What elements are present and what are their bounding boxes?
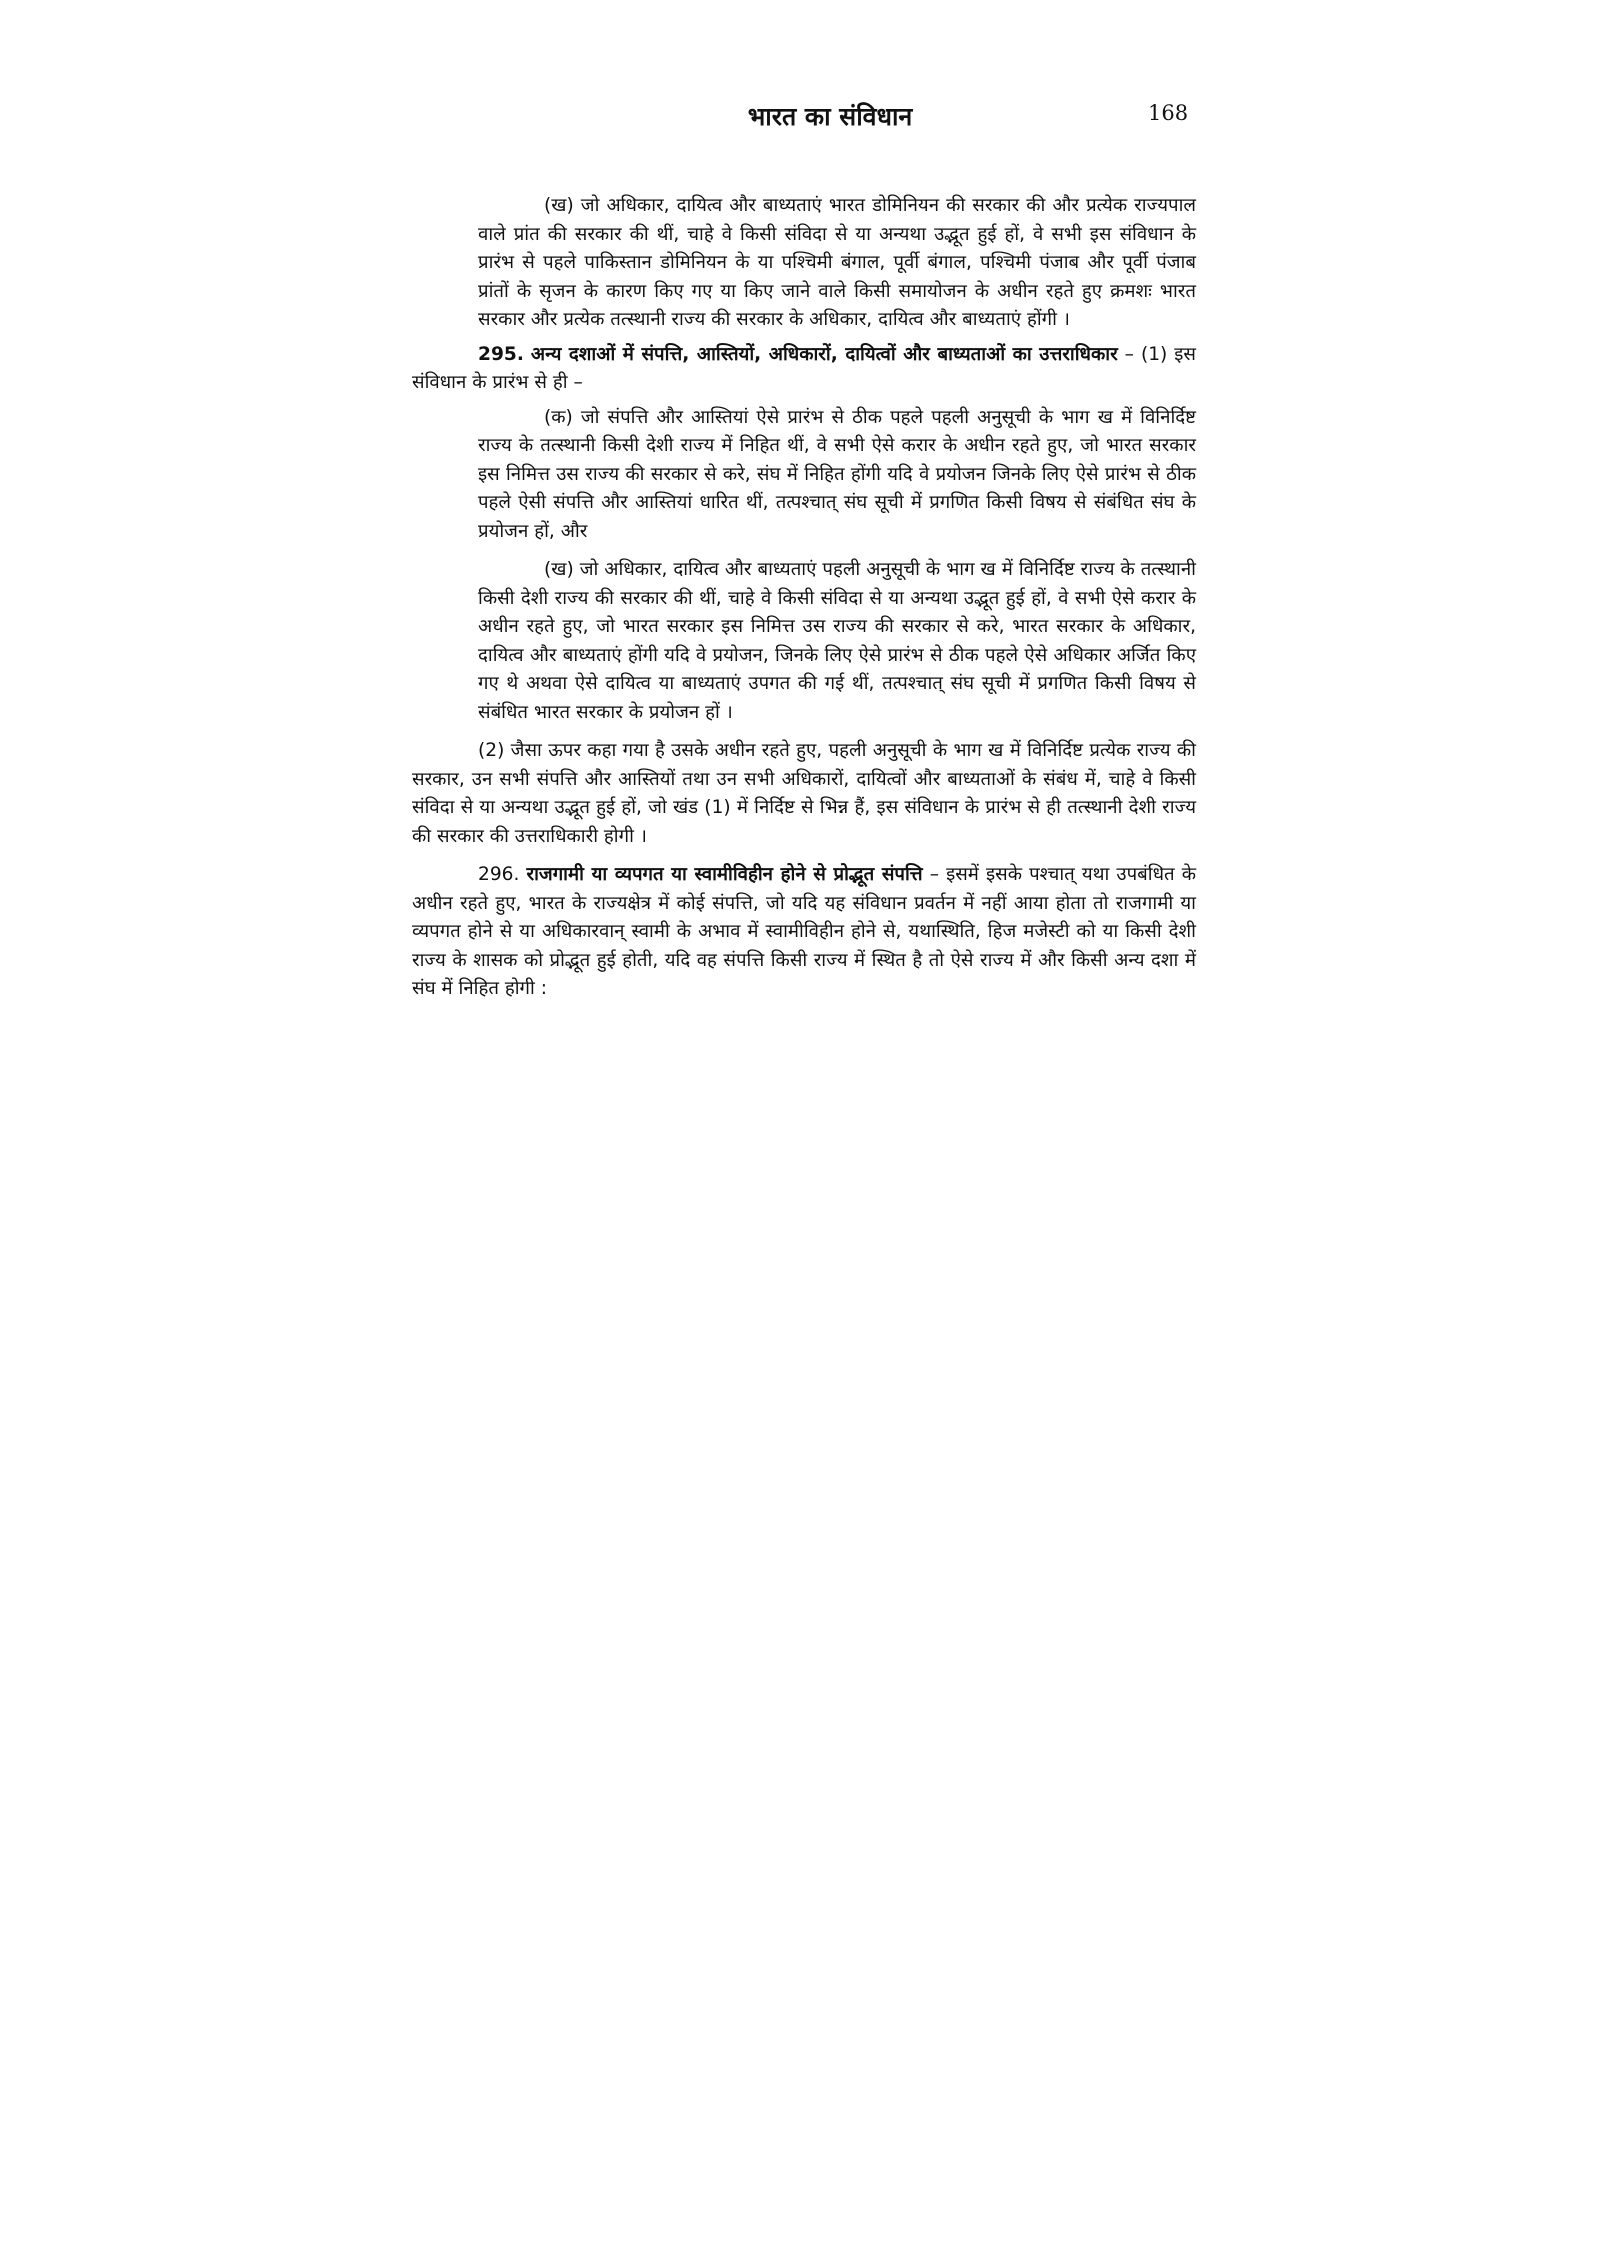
clause-295-2: (2) जैसा ऊपर कहा गया है उसके अधीन रहते हुए, पहली अनुसूची के भाग ख में विनिर्दिष्ट प्रत्येक राज्य की सरकार, उन सभी संपत्ति और आस्तियों तथा उन सभी अधिकारों, दायित्वों और बाध्यताओं के संबंध में, चाहे वे किसी संविदा से या अन्यथा उद्भूत हुई हों, जो खंड (1) में निर्दिष्ट से भिन्न हैं, इस संविधान के प्रारंभ से ही तत्स्थानी देशी राज्य की सरकार की उत्तराधिकारी होगी । <box>412 740 1196 847</box>
article-296-body: – इसमें इसके पश्चात् यथा उपबंधित के अधीन रहते हुए, भारत के राज्यक्षेत्र में कोई संपत्ति, जो यदि यह संविधान प्रवर्तन में नहीं आया होता तो राजगामी या व्यपगत होने से या अधिकारवान् स्वामी के अभाव में स्वामीविहीन होने से, यथास्थिति, हिज मजेस्टी को या किसी देशी राज्य के शासक को प्रोद्भूत हुई होती, यदि वह संपत्ति किसी राज्य में स्थित है तो ऐसे राज्य में और किसी अन्य दशा में संघ में निहित होगी : <box>412 864 1196 999</box>
clause-294-b: (ख) जो अधिकार, दायित्व और बाध्यताएं भारत डोमिनियन की सरकार की और प्रत्येक राज्यपाल वाले प्रांत की सरकार की थीं, चाहे वे किसी संविदा से या अन्यथा उद्भूत हुई हों, वे सभी इस संविधान के प्रारंभ से पहले पाकिस्तान डोमिनियन के या पश्चिमी बंगाल, पूर्वी बंगाल, पश्चिमी पंजाब और पूर्वी पंजाब प्रांतों के सृजन के कारण किए गए या किए जाने वाले किसी समायोजन के अधीन रहते हुए क्रमशः भारत सरकार और प्रत्येक तत्स्थानी राज्य की सरकार के अधिकार, दायित्व और बाध्यताएं होंगी । <box>478 195 1196 330</box>
article-295-heading: अन्य दशाओं में संपत्ति, आस्तियों, अधिकारों, दायित्वों और बाध्यताओं का उत्तराधिकार <box>530 343 1118 365</box>
article-295-intro: – (1) इस संविधान के प्रारंभ से ही – <box>412 343 1196 393</box>
clause-295-a: (क) जो संपत्ति और आस्तियां ऐसे प्रारंभ से ठीक पहले पहली अनुसूची के भाग ख में विनिर्दिष्ट राज्य के तत्स्थानी किसी देशी राज्य में निहित थीं, वे सभी ऐसे करार के अधीन रहते हुए, जो भारत सरकार इस निमित्त उस राज्य की सरकार से करे, संघ में निहित होंगी यदि वे प्रयोजन जिनके लिए ऐसे प्रारंभ से ठीक पहले ऐसी संपत्ति और आस्तियां धारित थीं, तत्पश्चात् संघ सूची में प्रगणित किसी विषय से संबंधित संघ के प्रयोजन हों, और <box>478 406 1196 542</box>
page-number: 168 <box>1148 101 1189 125</box>
article-296-paragraph <box>412 861 1196 1004</box>
clause-295-b: (ख) जो अधिकार, दायित्व और बाध्यताएं पहली अनुसूची के भाग ख में विनिर्दिष्ट राज्य के तत्स्थानी किसी देशी राज्य की सरकार की थीं, चाहे वे किसी संविदा से या अन्यथा उद्भूत हुई हों, वे सभी ऐसे करार के अधीन रहते हुए, जो भारत सरकार इस निमित्त उस राज्य की सरकार से करे, भारत सरकार के अधिकार, दायित्व और बाध्यताएं होंगी यदि वे प्रयोजन, जिनके लिए ऐसे प्रारंभ से ठीक पहले ऐसे अधिकार अर्जित किए गए थे अथवा ऐसे दायित्व या बाध्यताएं उपगत की गई थीं, तत्पश्चात् संघ सूची में प्रगणित किसी विषय से संबंधित भारत सरकार के प्रयोजन हों । <box>478 559 1196 723</box>
article-295-paragraph <box>412 341 1196 398</box>
article-296-heading: राजगामी या व्यपगत या स्वामीविहीन होने से प्रोद्भूत संपत्ति <box>526 864 923 885</box>
article-296-number: 296. <box>478 864 520 885</box>
document-body <box>412 192 1196 1004</box>
article-295-number: 295. <box>478 343 524 365</box>
page-title: भारत का संविधान <box>747 102 913 131</box>
